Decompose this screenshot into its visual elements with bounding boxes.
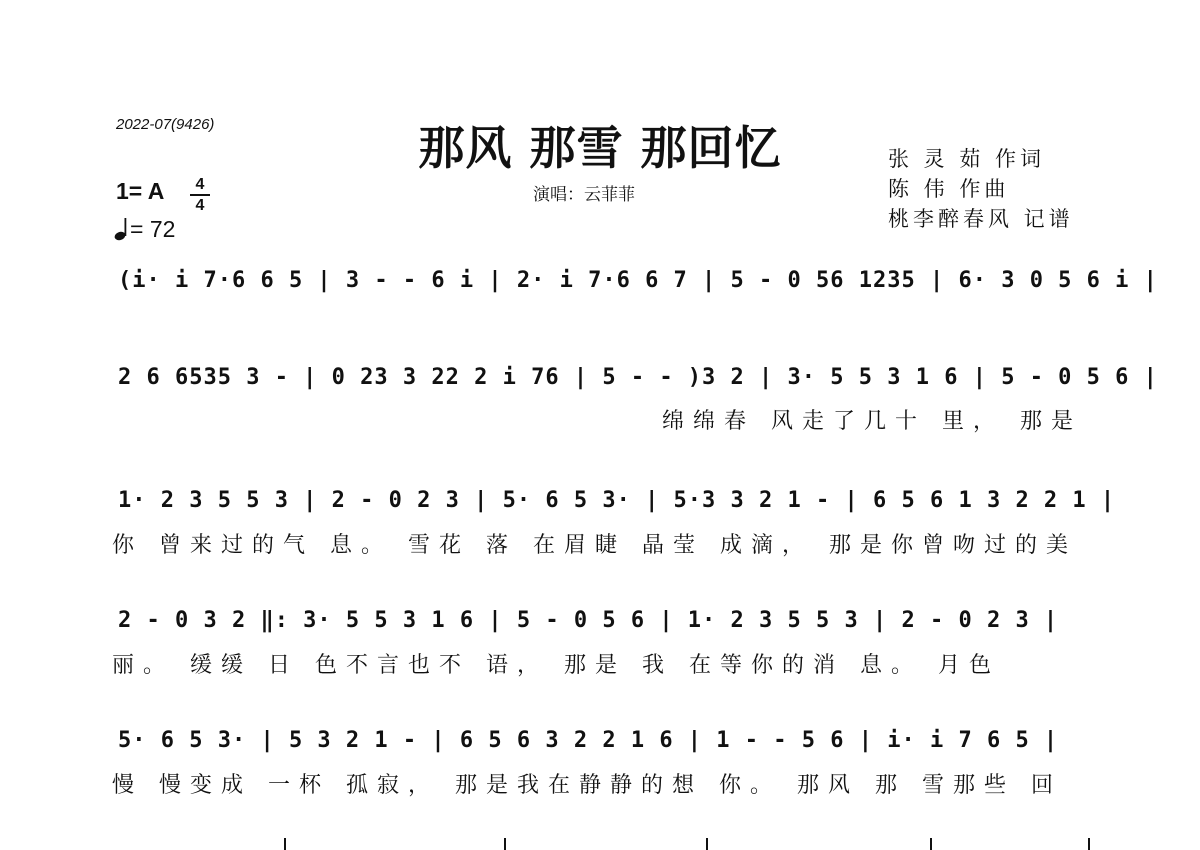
score-notes: 1· 2 3 5 5 3 | 2 - 0 2 3 | 5· 6 5 3· | 5·3 3 2 1 - | 6 5 6 1 3 2 2 1 |	[118, 488, 1116, 513]
score-notes: 2 6 6535 3 - | 0 23 3 22 2 i 76 | 5 - - )3 2 | 3· 5 5 3 1 6 | 5 - 0 5 6 |	[118, 365, 1158, 390]
score-line-3	[112, 484, 1116, 518]
score-line-cutoff	[112, 838, 1092, 850]
score-line-2	[112, 361, 1158, 395]
score-notes: 5· 6 5 3· | 5 3 2 1 - | 6 5 6 3 2 2 1 6 | 1 - - 5 6 | i· i 7 6 5 |	[118, 728, 1059, 753]
lyric-line-2: 绵绵春 风走了几十 里， 那是	[662, 409, 1082, 434]
key-signature: 1= A	[116, 178, 165, 204]
lyricist-credit: 张 灵 茹 作词	[888, 147, 1046, 171]
score-notes: (i· i 7·6 6 5 | 3 - - 6 i | 2· i 7·6 6 7 | 5 - 0 56 1235 | 6· 3 0 5 6 i |	[118, 268, 1158, 293]
quarter-note-icon	[114, 217, 130, 241]
tempo-marking	[114, 216, 175, 243]
time-signature-top: 4	[195, 176, 205, 193]
author-credits	[888, 144, 1074, 234]
score-serial-number: 2022-07(9426)	[116, 116, 215, 133]
transcriber-credit: 桃李醉春风 记谱	[888, 207, 1074, 231]
time-signature	[190, 176, 210, 214]
score-line-5	[112, 724, 1092, 758]
time-signature-bottom: 4	[195, 197, 205, 214]
score-line-4	[112, 604, 1092, 638]
tempo-value: = 72	[130, 216, 176, 242]
score-line-1	[112, 264, 1158, 298]
singer-credit: 演唱：云菲菲	[533, 185, 635, 205]
score-notes: 2 - 0 3 2 ‖: 3· 5 5 3 1 6 | 5 - 0 5 6 | 1· 2 3 5 5 3 | 2 - 0 2 3 |	[118, 608, 1059, 633]
lyric-line-3: 你 曾来过的气 息。 雪花 落 在眉睫 晶莹 成滴， 那是你曾吻过的美	[112, 533, 1077, 558]
lyric-line-4: 丽。 缓缓 日 色不言也不 语， 那是 我 在等你的消 息。 月色	[112, 653, 1000, 678]
song-title: 那风 那雪 那回忆	[418, 121, 782, 175]
composer-credit: 陈 伟 作曲	[888, 177, 1010, 201]
lyric-line-5: 慢 慢变成 一杯 孤寂， 那是我在静静的想 你。 那风 那 雪那些 回	[112, 773, 1062, 798]
